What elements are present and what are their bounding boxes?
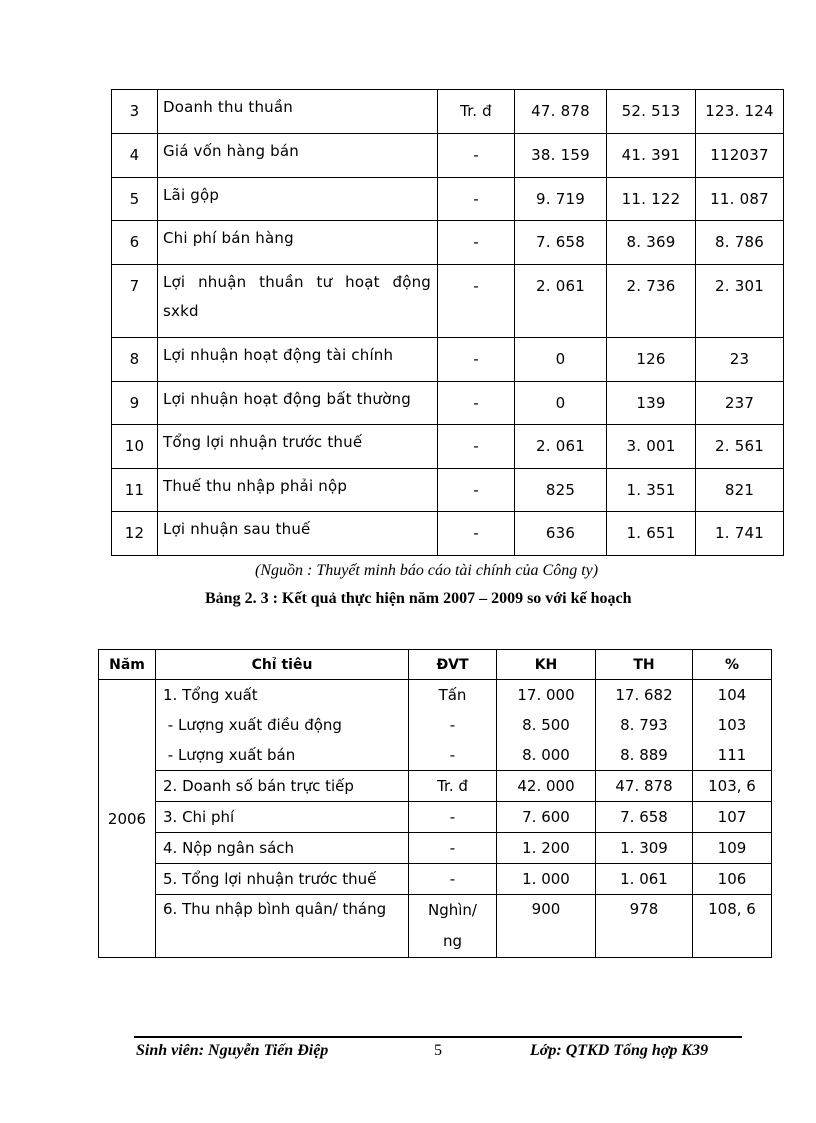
row-value-3: 2. 301 [715, 277, 764, 295]
row-value-1: 825 [545, 481, 576, 499]
results-table [111, 89, 784, 556]
row-indicator: Lãi gộp [163, 186, 220, 204]
row-value-1: 7. 658 [536, 233, 585, 251]
plan-vs-actual-table [98, 649, 772, 958]
row-plan: 8. 500 [497, 710, 596, 740]
row-actual: 7. 658 [596, 802, 693, 833]
row-number: 7 [129, 277, 140, 295]
row-plan: 900 [497, 895, 596, 958]
row-plan: 8. 000 [497, 740, 596, 771]
table-row [112, 469, 784, 512]
row-plan: 1. 000 [497, 864, 596, 895]
row-value-2: 1. 651 [626, 524, 676, 542]
row-indicator: Lợi nhuận thuần tư hoạt động sxkd [163, 273, 431, 320]
row-value-3: 123. 124 [705, 102, 774, 120]
row-number: 6 [129, 233, 140, 251]
footer-student: Sinh viên: Nguyễn Tiến Điệp [136, 1042, 329, 1059]
row-indicator: 6. Thu nhập bình quân/ tháng [156, 895, 409, 958]
row-indicator: 2. Doanh số bán trực tiếp [156, 771, 409, 802]
row-number: 11 [124, 481, 145, 499]
row-plan: 7. 600 [497, 802, 596, 833]
row-value-3: 23 [729, 350, 750, 368]
row-unit: - [473, 481, 479, 499]
header-unit: ĐVT [409, 650, 497, 680]
row-value-3: 8. 786 [715, 233, 764, 251]
row-value-1: 0 [555, 350, 566, 368]
row-unit: - [473, 394, 479, 412]
header-indicator: Chỉ tiêu [156, 650, 409, 680]
header-percent: % [693, 650, 772, 680]
row-value-2: 3. 001 [626, 437, 676, 455]
table-row [99, 771, 772, 802]
row-actual: 8. 889 [596, 740, 693, 771]
table-row [112, 265, 784, 338]
row-value-3: 11. 087 [710, 190, 769, 208]
row-value-1: 2. 061 [536, 437, 585, 455]
row-unit: - [473, 524, 479, 542]
row-unit: - [409, 864, 497, 895]
row-percent: 109 [693, 833, 772, 864]
source-note: (Nguồn : Thuyết minh báo cáo tài chính của Công ty) [255, 562, 599, 579]
table-row [99, 680, 772, 711]
table-row [112, 382, 784, 425]
row-value-2: 139 [636, 394, 666, 412]
row-unit: Tr. đ [460, 102, 492, 120]
row-indicator: 4. Nộp ngân sách [156, 833, 409, 864]
row-unit: - [473, 190, 479, 208]
row-value-3: 112037 [710, 146, 769, 164]
footer-class: Lớp: QTKD Tổng hợp K39 [530, 1042, 709, 1059]
row-value-2: 1. 351 [626, 481, 676, 499]
row-actual: 17. 682 [596, 680, 693, 711]
row-value-3: 821 [724, 481, 755, 499]
row-indicator: Giá vốn hàng bán [163, 142, 299, 160]
row-actual: 978 [596, 895, 693, 958]
row-value-1: 0 [555, 394, 566, 412]
row-value-2: 52. 513 [621, 102, 681, 120]
row-indicator: Lợi nhuận hoạt động tài chính [163, 346, 394, 364]
table-row [112, 425, 784, 469]
row-value-2: 8. 369 [626, 233, 676, 251]
row-value-3: 237 [724, 394, 755, 412]
row-number: 3 [129, 102, 140, 120]
row-unit: - [473, 277, 479, 295]
row-value-2: 41. 391 [621, 146, 681, 164]
header-plan: KH [497, 650, 596, 680]
row-number: 8 [129, 350, 140, 368]
year-cell: 2006 [99, 680, 156, 958]
table-row [99, 802, 772, 833]
row-indicator: Lợi nhuận hoạt động bất thường [163, 390, 411, 408]
row-number: 9 [129, 394, 140, 412]
row-number: 4 [129, 146, 140, 164]
row-unit: - [409, 740, 497, 771]
row-value-2: 2. 736 [626, 277, 676, 295]
row-indicator: Chi phí bán hàng [163, 229, 294, 247]
row-value-1: 636 [545, 524, 576, 542]
row-actual: 47. 878 [596, 771, 693, 802]
row-value-1: 47. 878 [531, 102, 590, 120]
page-number: 5 [434, 1042, 442, 1059]
row-unit: Nghìn/ ng [409, 895, 497, 958]
table-row [99, 895, 772, 958]
row-value-3: 1. 741 [715, 524, 764, 542]
row-value-2: 126 [636, 350, 666, 368]
table-row [99, 740, 772, 771]
row-indicator: Tổng lợi nhuận trước thuế [163, 433, 363, 451]
table-row [112, 338, 784, 382]
row-percent: 103, 6 [693, 771, 772, 802]
table-row [112, 178, 784, 221]
row-actual: 1. 061 [596, 864, 693, 895]
header-actual: TH [596, 650, 693, 680]
row-plan: 1. 200 [497, 833, 596, 864]
row-unit: - [473, 146, 479, 164]
table-row [112, 512, 784, 556]
row-percent: 107 [693, 802, 772, 833]
row-plan: 17. 000 [497, 680, 596, 711]
row-number: 5 [129, 190, 140, 208]
row-indicator: - Lượng xuất bán [156, 740, 409, 771]
table-row [99, 864, 772, 895]
row-percent: 106 [693, 864, 772, 895]
row-unit: - [473, 437, 479, 455]
row-percent: 108, 6 [693, 895, 772, 958]
table-row [99, 710, 772, 740]
row-unit: Tấn [409, 680, 497, 711]
row-indicator: - Lượng xuất điều động [156, 710, 409, 740]
table-row [112, 90, 784, 134]
row-unit: - [473, 233, 479, 251]
row-indicator: Thuế thu nhập phải nộp [163, 477, 348, 495]
row-indicator: 1. Tổng xuất [156, 680, 409, 711]
row-value-2: 11. 122 [621, 190, 681, 208]
row-value-1: 9. 719 [536, 190, 585, 208]
row-indicator: 5. Tổng lợi nhuận trước thuế [156, 864, 409, 895]
table-row [99, 833, 772, 864]
footer-divider [134, 1036, 742, 1038]
row-unit: Tr. đ [409, 771, 497, 802]
row-indicator: Lợi nhuận sau thuế [163, 520, 311, 538]
row-unit: - [409, 802, 497, 833]
row-indicator: Doanh thu thuần [163, 98, 293, 116]
header-year: Năm [99, 650, 156, 680]
row-actual: 8. 793 [596, 710, 693, 740]
header-row [99, 650, 772, 680]
row-percent: 111 [693, 740, 772, 771]
row-actual: 1. 309 [596, 833, 693, 864]
row-unit: - [409, 710, 497, 740]
row-number: 10 [124, 437, 145, 455]
row-number: 12 [124, 524, 145, 542]
row-value-1: 2. 061 [536, 277, 585, 295]
table-row [112, 134, 784, 178]
row-percent: 104 [693, 680, 772, 711]
table-row [112, 221, 784, 265]
row-unit: - [409, 833, 497, 864]
row-value-3: 2. 561 [715, 437, 764, 455]
row-plan: 42. 000 [497, 771, 596, 802]
table-caption: Bảng 2. 3 : Kết quả thực hiện năm 2007 – 2009 so với kế hoạch [205, 590, 632, 607]
row-unit: - [473, 350, 479, 368]
row-indicator: 3. Chi phí [156, 802, 409, 833]
row-percent: 103 [693, 710, 772, 740]
row-value-1: 38. 159 [531, 146, 590, 164]
